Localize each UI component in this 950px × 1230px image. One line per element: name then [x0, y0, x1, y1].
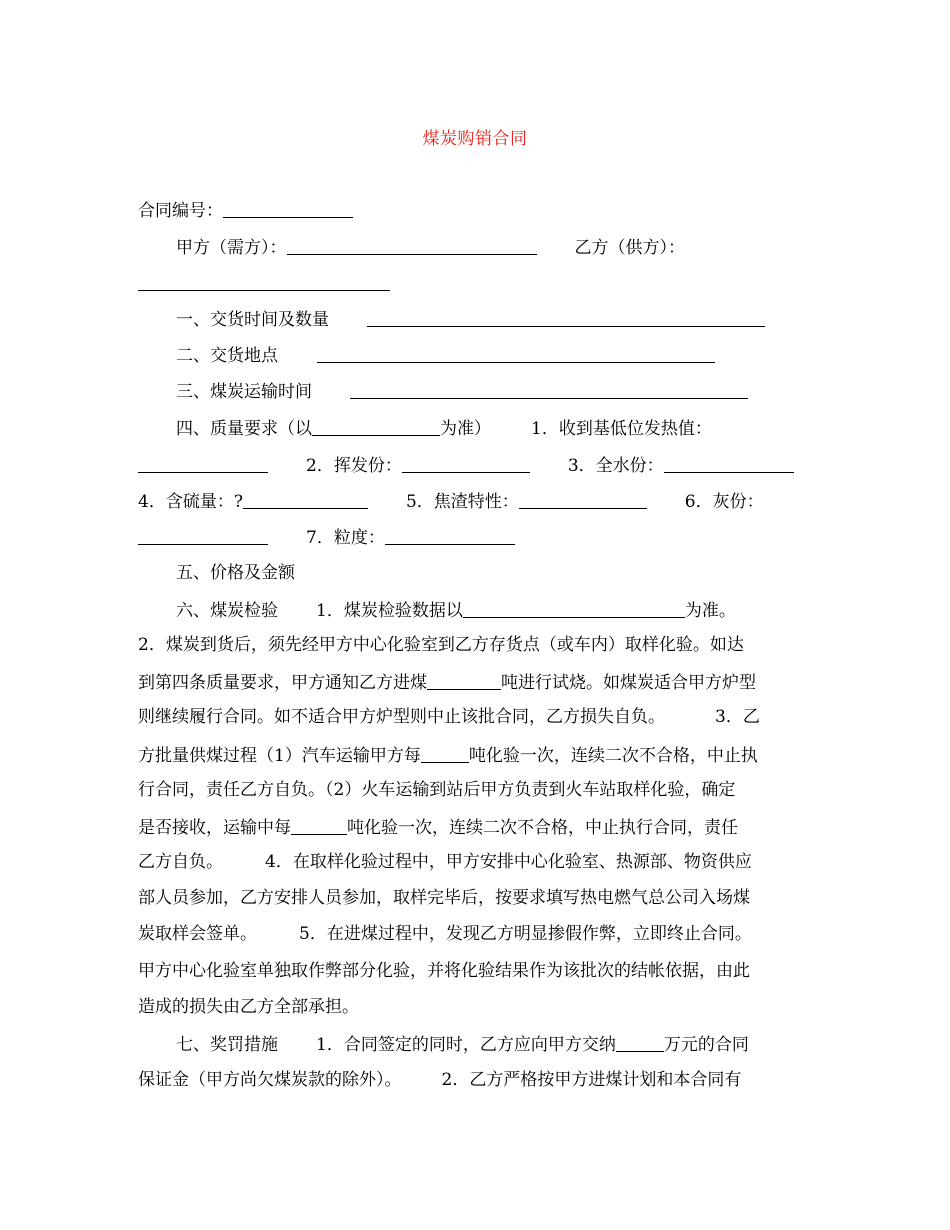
section-5-label: 五、价格及金额 [176, 563, 295, 583]
section-7-label: 七、奖罚措施 [176, 1035, 278, 1055]
section-1-blank[interactable] [367, 308, 765, 327]
quality-item-3: 3．全水份： [567, 456, 664, 476]
body-text-4a: 方批量供煤过程（1）汽车运输甲方每 [138, 746, 421, 766]
body-text-3b: 3．乙 [715, 707, 760, 727]
trial-tonnage-blank[interactable] [427, 671, 501, 690]
body-text-8: 部人员参加，乙方安排人员参加，取样完毕后，按要求填写热电燃气总公司入场煤 [138, 888, 750, 908]
section-2-line [176, 342, 715, 368]
body-text-12: 保证金（甲方尚欠煤炭款的除外）。 [138, 1070, 402, 1090]
body-line-8 [138, 886, 750, 910]
body-line-6 [138, 814, 738, 840]
body-line-10 [138, 959, 750, 983]
deposit-amount-blank[interactable] [616, 1033, 664, 1052]
quality-item-7: 7．粒度： [306, 528, 385, 548]
contract-number-blank[interactable] [223, 199, 353, 218]
body-text-1: 2．煤炭到货后，须先经甲方中心化验室到乙方存货点（或车内）取样化验。如达 [138, 635, 744, 655]
quality-item-4-blank[interactable] [243, 490, 368, 509]
quality-item-3-blank[interactable] [664, 454, 794, 473]
party-b-blank[interactable] [138, 272, 390, 291]
inspection-item-1-start: 1．煤炭检验数据以 [316, 601, 463, 621]
section-6-line [176, 597, 736, 623]
body-text-5: 行合同，责任乙方自负。（2）火车运输到站后甲方负责到火车站取样化验，确定 [138, 780, 736, 800]
section-6-label: 六、煤炭检验 [176, 601, 278, 621]
quality-line-2 [138, 452, 794, 478]
section-4-line [176, 415, 712, 441]
document-title: 煤炭购销合同 [422, 129, 528, 149]
section-7-line [176, 1031, 749, 1057]
quality-item-5-blank[interactable] [519, 490, 647, 509]
body-text-6b: 吨化验一次，连续二次不合格，中止执行合同，责任 [347, 818, 738, 838]
body-text-10: 甲方中心化验室单独取作弊部分化验，并将化验结果作为该批次的结帐依据，由此 [138, 961, 750, 981]
section-1-label: 一、交货时间及数量 [176, 310, 329, 330]
parties-line [176, 234, 685, 260]
section-4-label-end: 为准） [440, 419, 491, 439]
party-b-line [138, 270, 390, 296]
section-2-blank[interactable] [317, 344, 715, 363]
body-line-3 [138, 705, 760, 729]
section-4-label-start: 四、质量要求（以 [176, 419, 312, 439]
contract-number-label: 合同编号： [138, 201, 223, 221]
section-2-label: 二、交货地点 [176, 346, 278, 366]
quality-item-2-blank[interactable] [402, 454, 530, 473]
body-line-4 [138, 742, 758, 768]
inspection-item-1-end: 为准。 [684, 601, 736, 621]
section-5-line [176, 561, 295, 585]
party-a-blank[interactable] [287, 236, 537, 255]
quality-item-2: 2．挥发份： [306, 456, 402, 476]
quality-item-6-blank[interactable] [138, 526, 268, 545]
body-line-7 [138, 850, 752, 874]
penalty-item-1-start: 1．合同签定的同时，乙方应向甲方交纳 [316, 1035, 616, 1055]
penalty-item-1-end: 万元的合同 [663, 1035, 749, 1055]
quality-line-3 [138, 488, 764, 514]
body-text-2a: 到第四条质量要求，甲方通知乙方进煤 [138, 673, 427, 693]
section-3-blank[interactable] [350, 380, 748, 399]
body-text-6a: 是否接收，运输中每 [138, 818, 291, 838]
body-text-9b: 5．在进煤过程中，发现乙方明显掺假作弊，立即终止合同。 [299, 924, 752, 944]
section-4-standard-blank[interactable] [312, 417, 440, 436]
section-3-line [176, 378, 748, 404]
body-text-4b: 吨化验一次，连续二次不合格，中止执 [468, 746, 758, 766]
body-line-12 [138, 1068, 741, 1092]
quality-item-5: 5．焦渣特性： [405, 492, 519, 512]
body-text-12b: 2．乙方严格按甲方进煤计划和本合同有 [441, 1070, 742, 1090]
quality-item-6: 6．灰份： [684, 492, 764, 512]
body-line-1 [138, 633, 744, 657]
body-line-9 [138, 922, 752, 946]
contract-number-line [138, 197, 353, 223]
train-tonnage-blank[interactable] [291, 816, 347, 835]
body-text-7a: 乙方自负。 [138, 852, 223, 872]
section-1-line [176, 306, 765, 332]
body-line-5 [138, 778, 735, 802]
section-3-label: 三、煤炭运输时间 [176, 382, 312, 402]
body-text-11: 造成的损失由乙方全部承担。 [138, 997, 359, 1017]
quality-item-1-blank[interactable] [138, 454, 268, 473]
body-text-2b: 吨进行试烧。如煤炭适合甲方炉型 [501, 673, 756, 693]
inspection-data-blank[interactable] [463, 599, 685, 618]
quality-line-4 [138, 524, 515, 550]
party-a-label: 甲方（需方）： [176, 238, 287, 258]
body-line-11 [138, 995, 359, 1019]
party-b-label: 乙方（供方）： [574, 238, 685, 258]
body-line-2 [138, 669, 756, 695]
body-text-7b: 4．在取样化验过程中，甲方安排中心化验室、热源部、物资供应 [265, 852, 752, 872]
quality-item-1: 1．收到基低位发热值： [531, 419, 712, 439]
quality-item-7-blank[interactable] [385, 526, 515, 545]
body-text-9a: 炭取样会签单。 [138, 924, 257, 944]
body-text-3a: 则继续履行合同。如不适合甲方炉型则中止该批合同，乙方损失自负。 [138, 707, 665, 727]
truck-tonnage-blank[interactable] [421, 744, 469, 763]
quality-item-4: 4．含硫量：? [138, 492, 243, 512]
